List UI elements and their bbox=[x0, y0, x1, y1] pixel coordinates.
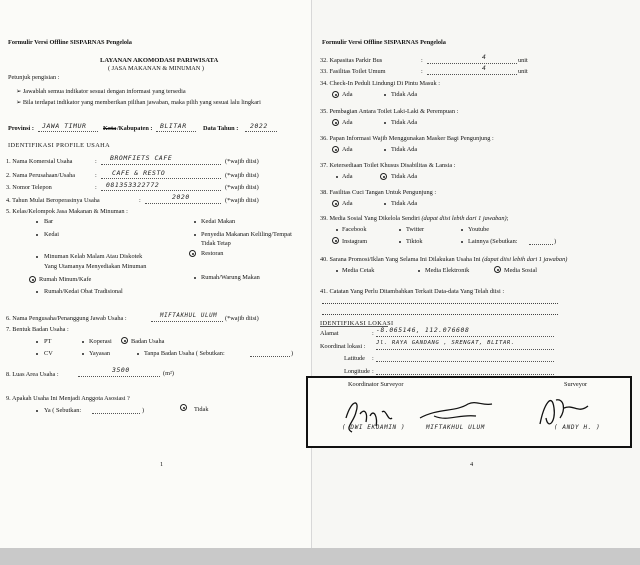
q8-label: 8. Luas Area Usaha : bbox=[6, 371, 59, 378]
option-tanpa-badan: Tanpa Badan Usaha ( Sebutkan: bbox=[144, 350, 225, 357]
q1-label: 1. Nama Komersial Usaha bbox=[6, 158, 73, 165]
page-number-left: 1 bbox=[160, 461, 164, 468]
latitude-label: Latitude bbox=[344, 355, 365, 362]
option-cv: CV bbox=[44, 350, 53, 357]
option-media-elektronik: Media Elektronik bbox=[425, 267, 470, 274]
q4-wajib: (*wajib diisi) bbox=[225, 197, 259, 204]
option-ya: Ya ( Sebutkan: bbox=[44, 407, 82, 414]
q32-label: 32. Kapasitas Parkir Bus bbox=[320, 57, 383, 64]
q33-label: 33. Fasilitas Toilet Umum bbox=[320, 68, 386, 75]
signature-surveyor bbox=[540, 400, 588, 424]
q5-label: 5. Kelas/Kelompok Jasa Makanan & Minuman : bbox=[6, 208, 128, 215]
q4-label: 4. Tahun Mulai Beroperasinya Usaha bbox=[6, 197, 100, 204]
option-media-cetak: Media Cetak bbox=[342, 267, 375, 274]
q4-value: 2020 bbox=[172, 193, 190, 201]
option-koperasi: Koperasi bbox=[89, 338, 112, 345]
q6-value: MIFTAKHUL ULUM bbox=[160, 313, 218, 319]
q8-unit: (m²) bbox=[163, 370, 174, 377]
instruction-2: ➢ Bila terdapat indikator yang memberikan pilihan jawaban, maka pilih yang sesuai lalu lingkari bbox=[16, 99, 261, 106]
q32-unit: unit bbox=[518, 57, 528, 64]
kota-label: Kota bbox=[103, 125, 117, 132]
q36-ada: Ada bbox=[342, 146, 353, 153]
longitude-label: Longitude bbox=[344, 368, 370, 375]
q38-ada: Ada bbox=[342, 200, 353, 207]
option-rumah-minum: Rumah Minum/Kafe bbox=[39, 276, 92, 283]
q40-label: 40. Sarana Promosi/Iklan Yang Selama Ini Dilakukan Usaha Ini (dapat diisi lebih dari 1 jawaban) bbox=[320, 256, 568, 263]
form-subtitle: ( JASA MAKANAN & MINUMAN ) bbox=[108, 65, 205, 72]
signature-box bbox=[306, 376, 632, 448]
option-yayasan: Yayasan bbox=[89, 350, 111, 357]
q39-label: 39. Media Sosial Yang Dikelola Sendiri (dapat diisi lebih dari 1 jawaban); bbox=[320, 215, 509, 222]
q35-tidak-ada: Tidak Ada bbox=[391, 119, 418, 126]
provinsi-label: Provinsi : bbox=[8, 125, 34, 132]
koordinat-label: Koordinat lokasi : bbox=[320, 343, 366, 350]
koordinator-surveyor-label: Koordinator Surveyor bbox=[348, 381, 404, 388]
option-instagram: Instagram bbox=[342, 238, 368, 245]
option-pt: PT bbox=[44, 338, 52, 345]
koordinat-value: Jl. RAYA GANDANG , SRENGAT, BLITAR. bbox=[376, 340, 515, 346]
q35-label: 35. Pembagian Antara Toilet Laki-Laki & Perempuan : bbox=[320, 108, 459, 115]
page-number-right: 4 bbox=[470, 461, 474, 468]
q37-label: 37. Ketersediaan Toilet Khusus Disabilitas & Lansia : bbox=[320, 162, 456, 169]
q32-value: 4 bbox=[482, 53, 487, 61]
q1-value: BROMFIETS CAFE bbox=[110, 154, 173, 162]
q9-label: 9. Apakah Usaha Ini Menjadi Anggota Asosiasi ? bbox=[6, 395, 130, 402]
q33-unit: unit bbox=[518, 68, 528, 75]
signer-name-3: ( ANDY H. ) bbox=[554, 424, 601, 431]
option-rumah-warung: Rumah/Warung Makan bbox=[201, 274, 260, 281]
option-kedai-makan: Kedai Makan bbox=[201, 218, 236, 225]
option-minuman-kelab: Minuman Kelab Malam Atau Diskotek bbox=[44, 253, 143, 260]
q3-value: 081353322772 bbox=[106, 181, 160, 189]
signer-name-2: MIFTAKHUL ULUM bbox=[426, 424, 485, 431]
q35-ada: Ada bbox=[342, 119, 353, 126]
kabupaten-label: /Kabupaten : bbox=[117, 125, 153, 132]
q36-tidak-ada: Tidak Ada bbox=[391, 146, 418, 153]
left-page: Formulir Versi Offline SISPARNAS Pengelola LAYANAN AKOMODASI PARIWISATA ( JASA MAKANAN & MINUMAN ) Petunjuk pengisian : ➢ Jawablah semua indikator sesuai dengan informasi yang tersedia ➢ Bila terdapat indikator yang memberikan pilihan jawaban, maka pilih yang sesuai lalu lingkari Provinsi : JAWA TIMUR Kota /Kabupaten : BLITAR Data Tahun : 2022 IDENTIFIKASI PROFILE USAHA 1. Nama Komersial Usaha : BROMFIETS CAFE (*wajib diisi) 2. Nama Perusahaan/Usaha : CAFE & RESTO (*wajib diisi) 3. Nomor Telepon : 081353322772 (*wajib diisi) 4. Tahun Mulai Beroperasinya Usaha : 2020 (*wajib diisi) 5. Kelas/Kelompok Jasa Makanan & Minuman : Bar Kedai Kedai Makan Penyedia Makanan Keliling/Tempat Tidak Tetap Restoran Minuman Kelab Malam Atau Diskotek Yang Utamanya Menyediakan Minuman Rumah Minum/Kafe Rumah/Warung Makan Rumah/Kedai Obat Tradisional 6. Nama Pengusaha/Penanggung Jawab Usaha : MIFTAKHUL ULUM (*wajib diisi) 7. Bentuk Badan Usaha : PT Koperasi Badan Usaha CV Yayasan Tanpa Badan Usaha ( Sebutkan: ) 8. Luas Area Usaha : 3500 (m²) 9. Apakah Usaha Ini Menjadi Anggota Asosiasi ? Ya ( Sebutkan: ) Tidak 1 bbox=[0, 0, 322, 548]
q38-tidak-ada: Tidak Ada bbox=[391, 200, 418, 207]
surveyor-label: Surveyor bbox=[564, 381, 588, 388]
q3-label: 3. Nomor Telepon bbox=[6, 184, 52, 191]
q2-label: 2. Nama Perusahaan/Usaha bbox=[6, 172, 76, 179]
form-header-right: Formulir Versi Offline SISPARNAS Pengelola bbox=[322, 39, 446, 46]
q8-value: 3500 bbox=[112, 366, 130, 374]
q37-ada: Ada bbox=[342, 173, 353, 180]
signatures bbox=[308, 378, 630, 446]
alamat-label: Alamat bbox=[320, 330, 339, 337]
option-media-sosial: Media Sosial bbox=[504, 267, 538, 274]
tahun-value: 2022 bbox=[250, 122, 268, 130]
q36-label: 36. Papan Informasi Wajib Menggunakan Masker Bagi Pengunjung : bbox=[320, 135, 494, 142]
q7-label: 7. Bentuk Badan Usaha : bbox=[6, 326, 69, 333]
kabupaten-value: BLITAR bbox=[160, 122, 187, 130]
option-restoran: Restoran bbox=[201, 250, 224, 257]
option-twitter: Twitter bbox=[406, 226, 425, 233]
tidak-circle bbox=[180, 404, 187, 411]
q3-wajib: (*wajib diisi) bbox=[225, 184, 259, 191]
q37-tidak-ada: Tidak Ada bbox=[391, 173, 418, 180]
q34-label: 34. Check-In Peduli Lindungi Di Pintu Masuk : bbox=[320, 80, 440, 87]
rumah-minum-circle bbox=[29, 276, 36, 283]
q2-wajib: (*wajib diisi) bbox=[225, 172, 259, 179]
option-minuman-kelab-2: Yang Utamanya Menyediakan Minuman bbox=[44, 263, 147, 270]
option-tiktok: Tiktok bbox=[406, 238, 423, 245]
q41-label: 41. Catatan Yang Perlu Ditambahkan Terkait Data-data Yang Telah diisi : bbox=[320, 288, 505, 295]
q6-wajib: (*wajib diisi) bbox=[225, 315, 259, 322]
option-facebook: Facebook bbox=[342, 226, 367, 233]
signer-name-1: ( DWI EKOAMIN ) bbox=[342, 424, 406, 431]
section-identifikasi-lokasi: IDENTIFIKASI LOKASI bbox=[320, 320, 394, 327]
option-bar: Bar bbox=[44, 218, 54, 225]
q38-label: 38. Fasilitas Cuci Tangan Untuk Pengunjung : bbox=[320, 189, 437, 196]
form-header: Formulir Versi Offline SISPARNAS Pengelola bbox=[8, 39, 132, 46]
section-identifikasi-profile: IDENTIFIKASI PROFILE USAHA bbox=[8, 142, 111, 149]
tahun-label: Data Tahun : bbox=[203, 125, 239, 132]
badan-usaha-circle bbox=[121, 337, 128, 344]
q6-label: 6. Nama Pengusaha/Penanggung Jawab Usaha : bbox=[6, 315, 127, 322]
provinsi-value: JAWA TIMUR bbox=[42, 122, 87, 130]
option-kedai: Kedai bbox=[44, 231, 60, 238]
right-page: Formulir Versi Offline SISPARNAS Pengelola 32. Kapasitas Parkir Bus : 4 unit 33. Fasilitas Toilet Umum : 4 unit 34. Check-In Peduli Lindungi Di Pintu Masuk : Ada Tidak Ada 35. Pembagian Antara Toilet Laki-Laki & Perempuan : Ada Tidak Ada 36. Papan Informasi Wajib Menggunakan Masker Bagi Pengunjung : Ada Tidak Ada 37. Ketersediaan Toilet Khusus Disabilitas & Lansia : Ada Tidak Ada 38. Fasilitas Cuci Tangan Untuk Pengunjung : Ada Tidak Ada 39. Media Sosial Yang Dikelola Sendiri (dapat diisi lebih dari 1 jawaban); Facebook Twitter Youtube Instagram Tiktok Lainnya (Sebutkan: ) 40. Sarana Promosi/Iklan Yang Selama Ini Dilakukan Usaha Ini (dapat diisi lebih dari 1 jawaban) Media Cetak Media Elektronik Media Sosial 41. Catatan Yang Perlu Ditambahkan Terkait Data-data Yang Telah diisi : IDENTIFIKASI LOKASI Alamat : -8.065146, 112.076608 Koordinat lokasi : Jl. RAYA GANDANG , SRENGAT, BLITAR. Latitude : Longitude : 4 bbox=[312, 0, 640, 548]
restoran-circle bbox=[189, 250, 196, 257]
option-youtube: Youtube bbox=[468, 226, 490, 233]
option-penyedia-makanan-2: Tidak Tetap bbox=[201, 240, 231, 247]
option-badan-usaha: Badan Usaha bbox=[131, 338, 165, 345]
option-lainnya: Lainnya (Sebutkan: bbox=[468, 238, 518, 245]
option-tidak: Tidak bbox=[194, 406, 209, 413]
form-title: LAYANAN AKOMODASI PARIWISATA bbox=[100, 57, 219, 64]
option-penyedia-makanan: Penyedia Makanan Keliling/Tempat bbox=[201, 231, 292, 238]
q2-value: CAFE & RESTO bbox=[112, 169, 166, 177]
instruction-1: ➢ Jawablah semua indikator sesuai dengan informasi yang tersedia bbox=[16, 88, 186, 95]
signature-pengusaha bbox=[420, 403, 492, 419]
q34-ada: Ada bbox=[342, 91, 353, 98]
q34-tidak-ada: Tidak Ada bbox=[391, 91, 418, 98]
q1-wajib: (*wajib diisi) bbox=[225, 158, 259, 165]
instructions-label: Petunjuk pengisian : bbox=[8, 74, 60, 81]
option-kedai-obat: Rumah/Kedai Obat Tradisional bbox=[44, 288, 123, 295]
q33-value: 4 bbox=[482, 64, 487, 72]
alamat-value: -8.065146, 112.076608 bbox=[376, 326, 470, 334]
